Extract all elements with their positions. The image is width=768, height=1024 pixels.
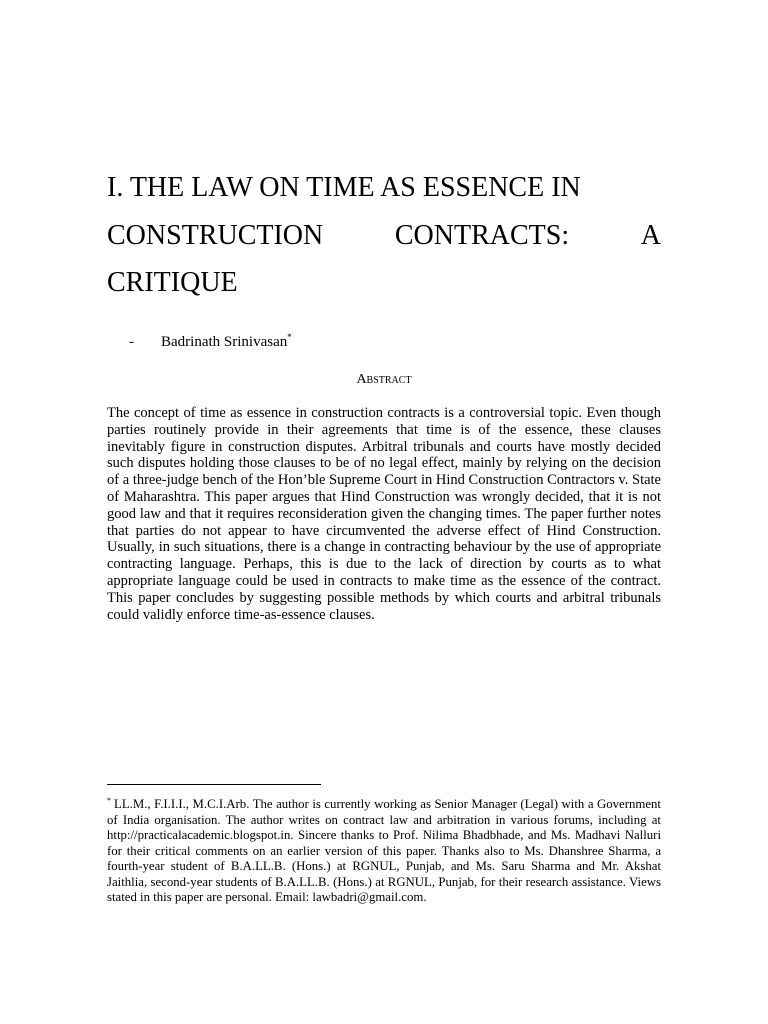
- paper-page: [107, 0, 661, 1024]
- footnote: [107, 793, 661, 906]
- author-footnote-marker: *: [287, 332, 292, 342]
- footnote-divider: [107, 784, 321, 785]
- author-dash: -: [129, 334, 134, 350]
- title-word: CONTRACTS:: [394, 219, 570, 251]
- title-word: CONSTRUCTION: [107, 219, 324, 251]
- author-name: Badrinath Srinivasan: [161, 334, 288, 350]
- title-line-1: I. THE LAW ON TIME AS ESSENCE IN: [107, 172, 581, 203]
- author-line: [129, 327, 292, 352]
- paper-title: [107, 164, 661, 307]
- title-line-2: [107, 212, 661, 260]
- title-word: A: [640, 219, 661, 251]
- footnote-text: LL.M., F.I.I.I., M.C.I.Arb. The author is currently working as Senior Manager (Legal) with a Government of India organisation. The author writes on contract law and arbitration in various forums, including at http://practicalacademic.blogspot.in. Sincere thanks to Prof. Nilima Bhadbhade, and Ms. Madhavi Nalluri for their critical comments on an earlier version of this paper. Thanks also to Ms. Dhanshree Sharma, a fourth-year student of B.A.LL.B. (Hons.) at RGNUL, Punjab, and Ms. Saru Sharma and Mr. Akshat Jaithlia, second-year students of B.A.LL.B. (Hons.) at RGNUL, Punjab, for their research assistance. Views stated in this paper are personal. Email: lawbadri@gmail.com.: [107, 797, 661, 904]
- abstract-body: The concept of time as essence in construction contracts is a controversial topic. Even though parties routinely provide in their agreements that time is of the essence, these clauses inevitably figure in construction disputes. Arbitral tribunals and courts have mostly decided such disputes holding those clauses to be of no legal effect, mainly by relying on the decision of a three-judge bench of the Hon’ble Supreme Court in Hind Construction Contractors v. State of Maharashtra. This paper argues that Hind Construction was wrongly decided, that it is not good law and that it requires reconsideration given the changing times. The paper further notes that parties do not appear to have circumvented the adverse effect of Hind Construction. Usually, in such situations, there is a change in contracting behaviour by the use of appropriate contracting language. Perhaps, this is due to the lack of direction by courts as to what appropriate language could be used in contracts to make time as the essence of the contract. This paper concludes by suggesting possible methods by which courts and arbitral tribunals could validly enforce time-as-essence clauses.: [107, 405, 661, 623]
- abstract-heading: Abstract: [356, 372, 412, 387]
- footnote-marker: *: [107, 796, 111, 805]
- title-line-3: CRITIQUE: [107, 267, 238, 298]
